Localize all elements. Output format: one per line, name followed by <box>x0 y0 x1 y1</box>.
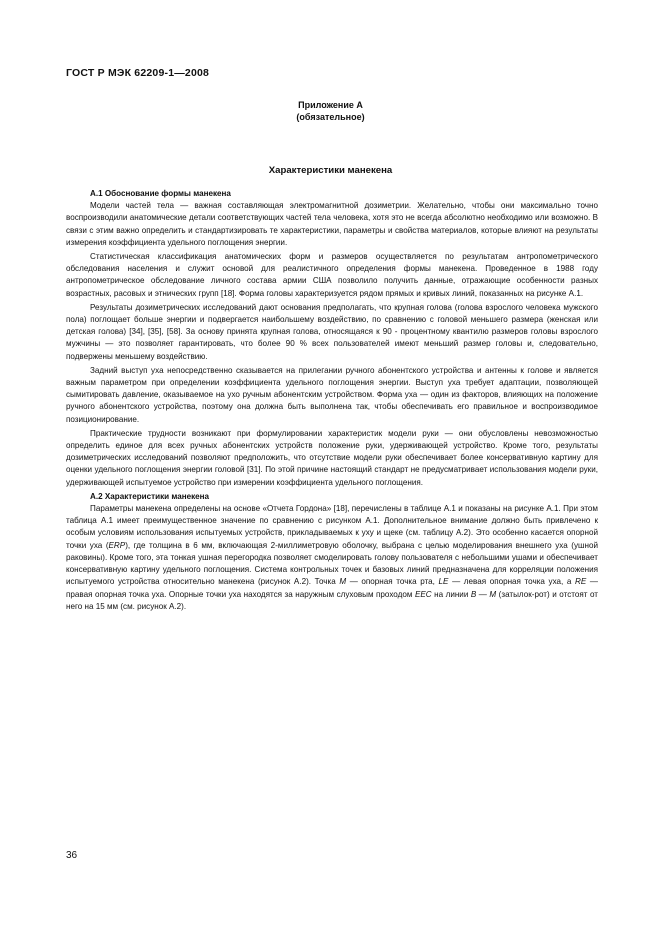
text-run: — левая опорная точка уха, а <box>448 577 576 587</box>
symbol-b: В <box>470 589 477 599</box>
text-run: ), где толщина в 6 мм, включающая 2-миллиметровую оболочку, выбрана с целью моделирования внешнего уха (ушной раковины). Кроме того, эта тонкая ушная перегородка позволяет смоделировать голову пользователя с небольшими ушами и обеспечивает консервативную картину удельного поглощения. Система контрольных точек и базовых линий предназначена для корреляции положения испытуемого устройства относительно манекена (рисунок А.2). Точка <box>66 540 598 587</box>
paragraph: Результаты дозиметрических исследований дают основания предполагать, что крупная голова (голова взрослого человека мужского пола) поглощает больше энергии и подвергается наибольшему воздействию, по сравнению с головой меньшего размера (женская или детская голова) [34], [35], [58]. За основу принята крупная голова, относящаяся к 90 - процентному квантилю размеров головы взрослого мужчины — это позволяет гарантировать, что более 90 % всех пользователей имеют меньший размер головы и, следовательно, подвержены меньшему воздействию. <box>66 302 598 361</box>
page-number: 36 <box>66 850 78 861</box>
paragraph <box>66 503 598 613</box>
section-heading-a1: А.1 Обоснование формы манекена <box>90 189 231 198</box>
symbol-re: RE <box>575 577 587 587</box>
symbol-le: LE <box>438 577 449 587</box>
section-heading-a2: А.2 Характеристики манекена <box>90 491 210 501</box>
paragraph: Модели частей тела — важная составляющая электромагнитной дозиметрии. Желательно, чтобы они максимально точно воспроизводили анатомические детали соответствующих частей тела человека, хотя это не всегда абсолютно необходимо или возможно. В связи с этим важно определить и стандартизировать те характеристики, параметры и свойства материалов, которые влияют на результаты измерения коэффициента удельного поглощения энергии. <box>66 201 598 247</box>
paragraph: Статистическая классификация анатомических форм и размеров осуществляется по результатам антропометрического обследования населения и служит основой для реалистичного определения формы манекена. Проведенное в 1988 году антропометрическое обследование личного состава армии США позволило получить данные, отражающие особенности разных возрастных, расовых и этнических групп [18]. Форма головы характеризуется рядом прямых и кривых линий, показанных на рисунке А.1. <box>66 252 598 298</box>
text-run: — правая опорная точка уха. Опорные точки уха находятся за наружным слуховым проходом <box>66 577 598 599</box>
symbol-erp: ERP <box>108 540 126 550</box>
text-run: на линии <box>431 589 471 599</box>
text-run: Параметры манекена определены на основе «Отчета Гордона» [18], перечислены в таблице А.1 и показаны на рисунке А.1. При этом таблица А.1 имеет преимущественное значение по сравнению с рисунком А.1. Дополнительное внимание должно быть привлечено к особым условиям использования испытуемых устройств, прикладываемых к уху и щеке (см. таблицу А.2). Это особенно касается опорной точки уха ( <box>66 504 598 550</box>
page-title: Характеристики манекена <box>268 165 393 176</box>
text-run: (затылок-рот) и отстоят от него на 15 мм (см. рисунок А.2). <box>66 589 598 611</box>
paragraph: Практические трудности возникают при формулировании характеристик модели руки — они обусловлены невозможностью определить единое для всех ручных абонентских устройств положение руки, удерживающей устройство. Кроме того, результаты дозиметрических исследований позволяют предположить, что отсутствие модели руки обеспечивает более консервативную картину для оценки удельного поглощения энергии головой [31]. По этой причине настоящий стандарт не предусматривает использования модели руки, удерживающей испытуемое устройство при измерении коэффициента удельного поглощения. <box>66 428 598 487</box>
paragraph: Задний выступ уха непосредственно сказывается на прилегании ручного абонентского устройства и антенны к голове и является важным параметром при определении коэффициента удельного поглощения энергии. Выступ уха требует адаптации, позволяющей сымитировать давление, оказываемое на ухо ручным абонентским устройством. Форма уха — один из факторов, влияющих на положение ручного абонентского устройства, поэтому она должна быть выполнена так, чтобы обеспечивать его правильное и воспроизводимое позиционирование. <box>66 365 598 424</box>
symbol-m: М <box>489 589 497 599</box>
symbol-m: М <box>339 577 347 587</box>
document-body <box>66 188 598 615</box>
symbol-eec: EEC <box>414 589 432 599</box>
text-run: — опорная точка рта, <box>346 577 439 587</box>
appendix-label <box>0 99 661 123</box>
text-run: — <box>476 589 490 599</box>
document-header: ГОСТ Р МЭК 62209-1—2008 <box>66 67 210 79</box>
appendix-status: (обязательное) <box>296 112 365 122</box>
appendix-title: Приложение А <box>298 100 363 110</box>
